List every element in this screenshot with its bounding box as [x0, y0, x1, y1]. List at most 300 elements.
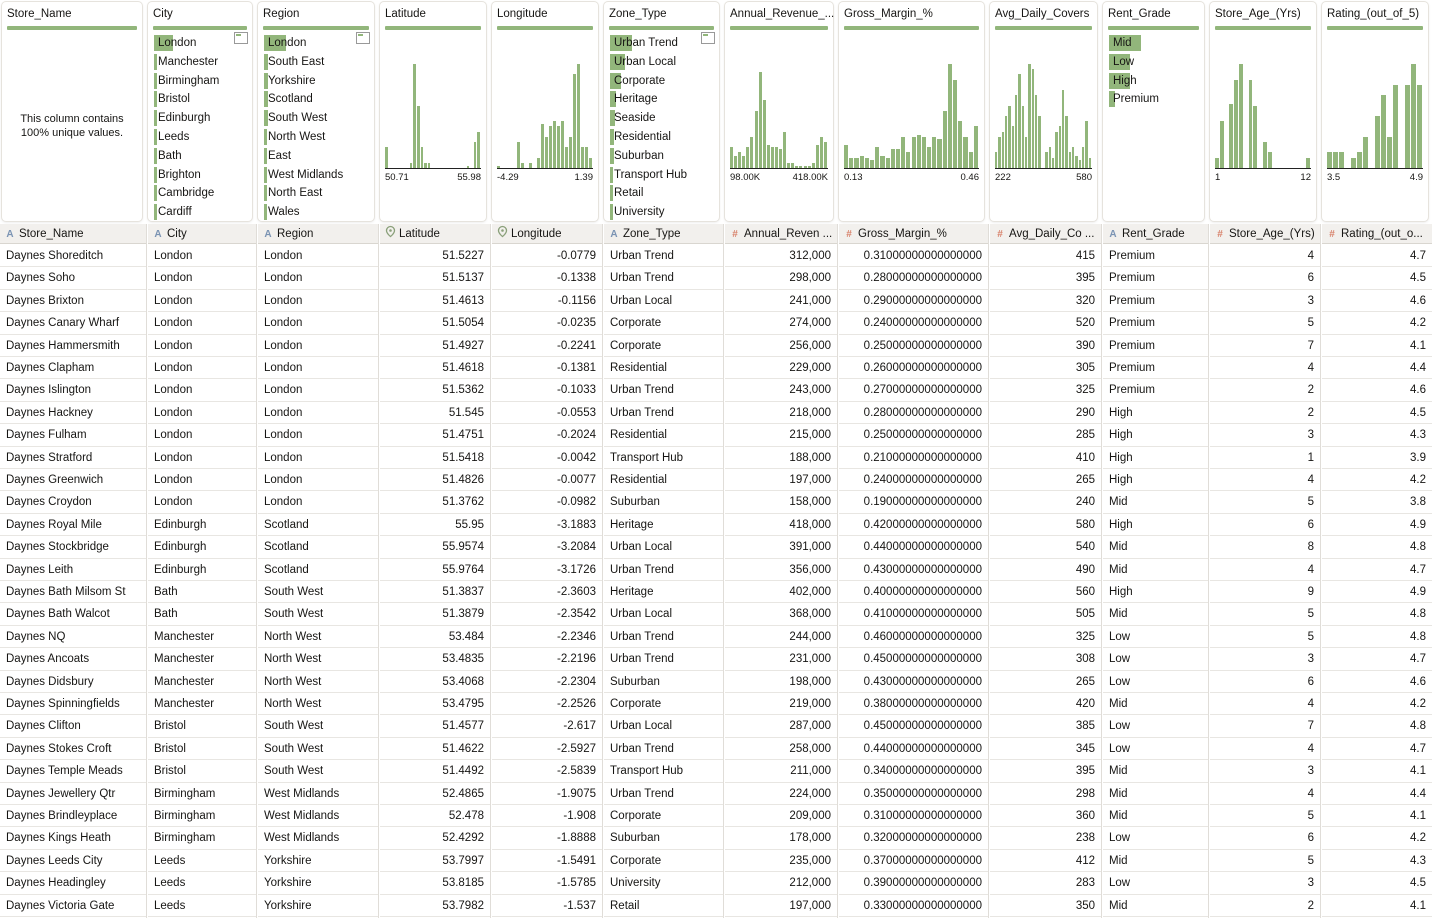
histogram-bar[interactable]	[413, 64, 416, 168]
category-item[interactable]	[610, 54, 676, 70]
table-cell[interactable]: -0.2024	[492, 424, 602, 446]
histogram-bar[interactable]	[1239, 64, 1243, 168]
table-cell[interactable]: Residential	[604, 469, 723, 491]
table-cell[interactable]: 4.5	[1322, 872, 1432, 894]
table-cell[interactable]: Daynes Shoreditch	[0, 245, 146, 267]
table-cell[interactable]: Daynes Clifton	[0, 715, 146, 737]
table-cell[interactable]: Daynes Didsbury	[0, 671, 146, 693]
table-cell[interactable]: 258,000	[725, 738, 837, 760]
table-cell[interactable]: Urban Trend	[604, 379, 723, 401]
column-header-annual_revenue[interactable]	[725, 224, 837, 244]
histogram-bar[interactable]	[1008, 106, 1010, 168]
table-cell[interactable]: Edinburgh	[148, 536, 256, 558]
table-cell[interactable]: Manchester	[148, 671, 256, 693]
histogram-bar[interactable]	[1363, 137, 1368, 168]
table-cell[interactable]: 274,000	[725, 312, 837, 334]
table-cell[interactable]: 8	[1210, 536, 1320, 558]
table-cell[interactable]: 4.6	[1322, 379, 1432, 401]
table-cell[interactable]: -0.1033	[492, 379, 602, 401]
table-cell[interactable]: Mid	[1103, 850, 1208, 872]
table-cell[interactable]: 0.43000000000000000	[839, 559, 988, 581]
table-cell[interactable]: 265	[990, 671, 1101, 693]
table-cell[interactable]: Yorkshire	[258, 895, 378, 917]
table-cell[interactable]: 580	[990, 514, 1101, 536]
histogram-bar[interactable]	[467, 166, 470, 168]
table-cell[interactable]: 4.1	[1322, 335, 1432, 357]
table-cell[interactable]: 4.2	[1322, 312, 1432, 334]
table-cell[interactable]: Transport Hub	[604, 447, 723, 469]
table-cell[interactable]: 212,000	[725, 872, 837, 894]
table-cell[interactable]: North West	[258, 693, 378, 715]
table-cell[interactable]: Daynes Victoria Gate	[0, 895, 146, 917]
histogram-bar[interactable]	[549, 126, 552, 168]
histogram-bar[interactable]	[557, 126, 560, 168]
histogram-bar[interactable]	[734, 156, 737, 168]
table-cell[interactable]: Corporate	[604, 335, 723, 357]
column-header-store_name[interactable]	[0, 224, 146, 244]
table-cell[interactable]: Premium	[1103, 290, 1208, 312]
table-cell[interactable]: Low	[1103, 648, 1208, 670]
table-cell[interactable]: 4.7	[1322, 559, 1432, 581]
table-cell[interactable]: Manchester	[148, 626, 256, 648]
category-item[interactable]	[610, 91, 657, 107]
histogram-bar[interactable]	[1018, 74, 1020, 168]
table-cell[interactable]: 298	[990, 783, 1101, 805]
table-cell[interactable]: Daynes Fulham	[0, 424, 146, 446]
histogram-bar[interactable]	[865, 158, 869, 168]
table-cell[interactable]: -3.1883	[492, 514, 602, 536]
table-cell[interactable]: Scotland	[258, 536, 378, 558]
table-cell[interactable]: 0.19000000000000000	[839, 491, 988, 513]
table-cell[interactable]: High	[1103, 402, 1208, 424]
table-cell[interactable]: 4.8	[1322, 536, 1432, 558]
table-cell[interactable]: London	[148, 267, 256, 289]
column-header-store_age[interactable]	[1210, 224, 1320, 244]
histogram-bar[interactable]	[1220, 121, 1224, 168]
table-cell[interactable]: -0.2241	[492, 335, 602, 357]
table-cell[interactable]: Low	[1103, 626, 1208, 648]
table-cell[interactable]: 0.39000000000000000	[839, 872, 988, 894]
histogram-bar[interactable]	[1333, 152, 1338, 168]
histogram[interactable]	[995, 62, 1092, 169]
histogram-bar[interactable]	[759, 72, 762, 168]
table-cell[interactable]: Daynes Bath Milsom St	[0, 581, 146, 603]
category-item[interactable]	[264, 110, 327, 126]
table-cell[interactable]: 53.4835	[380, 648, 490, 670]
table-cell[interactable]: Daynes Soho	[0, 267, 146, 289]
table-cell[interactable]: Daynes Canary Wharf	[0, 312, 146, 334]
table-cell[interactable]: 4	[1210, 783, 1320, 805]
histogram-bar[interactable]	[974, 126, 978, 168]
table-cell[interactable]: Low	[1103, 715, 1208, 737]
table-cell[interactable]: 0.21000000000000000	[839, 447, 988, 469]
table-cell[interactable]: Mid	[1103, 693, 1208, 715]
table-cell[interactable]: 55.95	[380, 514, 490, 536]
table-cell[interactable]: 51.3837	[380, 581, 490, 603]
profile-card-latitude[interactable]	[380, 2, 486, 221]
histogram-bar[interactable]	[1215, 158, 1219, 168]
category-item[interactable]	[610, 204, 664, 220]
table-cell[interactable]: Scotland	[258, 514, 378, 536]
table-cell[interactable]: -1.537	[492, 895, 602, 917]
table-cell[interactable]: 53.7982	[380, 895, 490, 917]
category-item[interactable]	[610, 73, 665, 89]
table-cell[interactable]: South West	[258, 760, 378, 782]
table-cell[interactable]: 0.44000000000000000	[839, 536, 988, 558]
table-cell[interactable]: Premium	[1103, 245, 1208, 267]
category-item[interactable]	[154, 91, 190, 107]
table-cell[interactable]: Premium	[1103, 335, 1208, 357]
profile-card-city[interactable]	[148, 2, 252, 221]
table-cell[interactable]: 0.40000000000000000	[839, 581, 988, 603]
table-cell[interactable]: 505	[990, 603, 1101, 625]
histogram-bar[interactable]	[1055, 132, 1057, 168]
table-cell[interactable]: 0.25000000000000000	[839, 335, 988, 357]
table-cell[interactable]: 4.6	[1322, 290, 1432, 312]
histogram-bar[interactable]	[969, 152, 973, 168]
table-cell[interactable]: -1.8888	[492, 827, 602, 849]
histogram-bar[interactable]	[577, 64, 580, 168]
table-cell[interactable]: Heritage	[604, 581, 723, 603]
table-cell[interactable]: University	[604, 872, 723, 894]
table-cell[interactable]: West Midlands	[258, 783, 378, 805]
table-cell[interactable]: 1	[1210, 447, 1320, 469]
table-cell[interactable]: 4.9	[1322, 581, 1432, 603]
table-cell[interactable]: 540	[990, 536, 1101, 558]
table-cell[interactable]: 51.4492	[380, 760, 490, 782]
table-cell[interactable]: Daynes Brindleyplace	[0, 805, 146, 827]
table-cell[interactable]: -2.2526	[492, 693, 602, 715]
histogram-bar[interactable]	[771, 147, 774, 168]
category-item[interactable]	[154, 167, 201, 183]
histogram-bar[interactable]	[1387, 137, 1392, 168]
histogram-bar[interactable]	[477, 132, 480, 168]
histogram-bar[interactable]	[585, 147, 588, 168]
table-cell[interactable]: Low	[1103, 827, 1208, 849]
table-cell[interactable]: -1.5491	[492, 850, 602, 872]
table-cell[interactable]: Mid	[1103, 536, 1208, 558]
histogram-bar[interactable]	[1075, 156, 1077, 168]
table-cell[interactable]: 4.5	[1322, 267, 1432, 289]
table-cell[interactable]: High	[1103, 514, 1208, 536]
table-cell[interactable]: South West	[258, 715, 378, 737]
table-cell[interactable]: Daynes Ancoats	[0, 648, 146, 670]
histogram-bar[interactable]	[1072, 147, 1074, 168]
category-item[interactable]	[610, 110, 656, 126]
table-cell[interactable]: -0.0779	[492, 245, 602, 267]
histogram-bar[interactable]	[901, 137, 905, 168]
histogram-bar[interactable]	[763, 100, 766, 168]
histogram-bar[interactable]	[1268, 152, 1272, 168]
table-cell[interactable]: 325	[990, 379, 1101, 401]
histogram-bar[interactable]	[880, 156, 884, 168]
histogram-bar[interactable]	[791, 163, 794, 168]
histogram-bar[interactable]	[779, 149, 782, 168]
histogram-bar[interactable]	[521, 163, 524, 168]
table-cell[interactable]: 3	[1210, 872, 1320, 894]
histogram-bar[interactable]	[1032, 69, 1034, 168]
category-item[interactable]	[154, 148, 182, 164]
table-cell[interactable]: -1.9075	[492, 783, 602, 805]
table-cell[interactable]: Bath	[148, 581, 256, 603]
table-cell[interactable]: 256,000	[725, 335, 837, 357]
table-cell[interactable]: West Midlands	[258, 827, 378, 849]
table-cell[interactable]: West Midlands	[258, 805, 378, 827]
histogram-bar[interactable]	[767, 145, 770, 168]
column-header-latitude[interactable]	[380, 224, 490, 244]
histogram-bar[interactable]	[1052, 158, 1054, 168]
table-cell[interactable]: 0.31000000000000000	[839, 805, 988, 827]
table-cell[interactable]: London	[148, 312, 256, 334]
table-cell[interactable]: 53.4795	[380, 693, 490, 715]
table-cell[interactable]: 0.35000000000000000	[839, 783, 988, 805]
table-cell[interactable]: Residential	[604, 357, 723, 379]
table-cell[interactable]: London	[258, 447, 378, 469]
histogram-bar[interactable]	[742, 156, 745, 168]
table-cell[interactable]: South West	[258, 581, 378, 603]
category-item[interactable]	[264, 129, 325, 145]
histogram-bar[interactable]	[1229, 104, 1233, 168]
table-cell[interactable]: 290	[990, 402, 1101, 424]
table-cell[interactable]: Daynes Bath Walcot	[0, 603, 146, 625]
table-cell[interactable]: 4.7	[1322, 245, 1432, 267]
category-item[interactable]	[1109, 73, 1137, 89]
table-cell[interactable]: London	[258, 491, 378, 513]
table-cell[interactable]: Suburban	[604, 491, 723, 513]
table-cell[interactable]: Urban Local	[604, 536, 723, 558]
histogram-bar[interactable]	[1069, 152, 1071, 168]
expand-categories-icon[interactable]	[234, 32, 248, 44]
table-cell[interactable]: 0.28000000000000000	[839, 267, 988, 289]
table-cell[interactable]: Daynes Jewellery Qtr	[0, 783, 146, 805]
expand-categories-icon[interactable]	[701, 32, 715, 44]
category-item[interactable]	[264, 185, 322, 201]
category-item[interactable]	[154, 54, 218, 70]
histogram-bar[interactable]	[937, 139, 941, 168]
histogram-bar[interactable]	[1049, 147, 1051, 168]
table-cell[interactable]: London	[258, 312, 378, 334]
table-cell[interactable]: 7	[1210, 335, 1320, 357]
table-cell[interactable]: Urban Trend	[604, 267, 723, 289]
table-cell[interactable]: Premium	[1103, 312, 1208, 334]
table-cell[interactable]: London	[258, 267, 378, 289]
histogram-bar[interactable]	[804, 166, 807, 168]
table-cell[interactable]: Leeds	[148, 850, 256, 872]
table-cell[interactable]: 51.5227	[380, 245, 490, 267]
histogram-bar[interactable]	[1417, 85, 1422, 168]
table-cell[interactable]: 4.1	[1322, 760, 1432, 782]
histogram-bar[interactable]	[1405, 85, 1410, 168]
table-cell[interactable]: 240	[990, 491, 1101, 513]
table-cell[interactable]: 3	[1210, 424, 1320, 446]
table-cell[interactable]: 4	[1210, 738, 1320, 760]
table-cell[interactable]: 4.5	[1322, 402, 1432, 424]
table-cell[interactable]: Low	[1103, 872, 1208, 894]
table-cell[interactable]: -0.0235	[492, 312, 602, 334]
table-cell[interactable]: London	[148, 290, 256, 312]
table-cell[interactable]: London	[258, 469, 378, 491]
table-cell[interactable]: 308	[990, 648, 1101, 670]
table-cell[interactable]: London	[148, 357, 256, 379]
table-cell[interactable]: 4.4	[1322, 783, 1432, 805]
table-cell[interactable]: High	[1103, 581, 1208, 603]
histogram-bar[interactable]	[854, 158, 858, 168]
histogram-bar[interactable]	[1025, 137, 1027, 168]
table-cell[interactable]: 51.4613	[380, 290, 490, 312]
table-cell[interactable]: Urban Local	[604, 290, 723, 312]
table-cell[interactable]: -0.1156	[492, 290, 602, 312]
table-cell[interactable]: 0.32000000000000000	[839, 827, 988, 849]
table-cell[interactable]: 285	[990, 424, 1101, 446]
table-cell[interactable]: 6	[1210, 671, 1320, 693]
table-cell[interactable]: Daynes Temple Meads	[0, 760, 146, 782]
table-cell[interactable]: Yorkshire	[258, 850, 378, 872]
table-cell[interactable]: Urban Trend	[604, 626, 723, 648]
table-cell[interactable]: London	[258, 402, 378, 424]
table-cell[interactable]: Urban Trend	[604, 783, 723, 805]
table-cell[interactable]: Urban Trend	[604, 648, 723, 670]
table-cell[interactable]: 283	[990, 872, 1101, 894]
table-cell[interactable]: London	[148, 491, 256, 513]
histogram-bar[interactable]	[875, 147, 879, 168]
table-cell[interactable]: 410	[990, 447, 1101, 469]
table-cell[interactable]: 51.4927	[380, 335, 490, 357]
table-cell[interactable]: 345	[990, 738, 1101, 760]
table-cell[interactable]: 4.1	[1322, 895, 1432, 917]
table-cell[interactable]: 4.3	[1322, 850, 1432, 872]
table-cell[interactable]: 4.3	[1322, 424, 1432, 446]
histogram-bar[interactable]	[953, 80, 957, 168]
table-cell[interactable]: 238	[990, 827, 1101, 849]
table-cell[interactable]: 53.8185	[380, 872, 490, 894]
histogram-bar[interactable]	[1059, 126, 1061, 168]
table-cell[interactable]: 490	[990, 559, 1101, 581]
table-cell[interactable]: 231,000	[725, 648, 837, 670]
table-cell[interactable]: Retail	[604, 895, 723, 917]
histogram-bar[interactable]	[589, 158, 592, 168]
histogram-bar[interactable]	[1351, 158, 1356, 168]
histogram-bar[interactable]	[948, 64, 952, 168]
table-cell[interactable]: London	[258, 357, 378, 379]
table-cell[interactable]: Urban Trend	[604, 738, 723, 760]
table-cell[interactable]: 360	[990, 805, 1101, 827]
table-cell[interactable]: 51.4826	[380, 469, 490, 491]
table-cell[interactable]: London	[148, 245, 256, 267]
histogram-bar[interactable]	[1082, 147, 1084, 168]
histogram-bar[interactable]	[497, 166, 500, 168]
table-cell[interactable]: Urban Trend	[604, 245, 723, 267]
category-item[interactable]	[264, 91, 313, 107]
table-cell[interactable]: 51.4751	[380, 424, 490, 446]
table-cell[interactable]: 51.5418	[380, 447, 490, 469]
table-cell[interactable]: -0.0982	[492, 491, 602, 513]
table-cell[interactable]: London	[258, 424, 378, 446]
table-cell[interactable]: London	[148, 379, 256, 401]
table-cell[interactable]: Mid	[1103, 895, 1208, 917]
histogram-bar[interactable]	[1085, 121, 1087, 168]
table-cell[interactable]: 5	[1210, 805, 1320, 827]
table-cell[interactable]: -2.5839	[492, 760, 602, 782]
table-cell[interactable]: High	[1103, 469, 1208, 491]
category-item[interactable]	[610, 129, 671, 145]
table-cell[interactable]: Manchester	[148, 648, 256, 670]
column-header-rating[interactable]	[1322, 224, 1432, 244]
table-cell[interactable]: 298,000	[725, 267, 837, 289]
table-cell[interactable]: Residential	[604, 424, 723, 446]
table-cell[interactable]: London	[148, 447, 256, 469]
histogram-bar[interactable]	[474, 142, 477, 168]
table-cell[interactable]: Edinburgh	[148, 514, 256, 536]
table-cell[interactable]: 0.24000000000000000	[839, 312, 988, 334]
histogram-bar[interactable]	[1045, 152, 1047, 168]
table-cell[interactable]: 52.478	[380, 805, 490, 827]
table-cell[interactable]: London	[258, 379, 378, 401]
table-cell[interactable]: 0.26000000000000000	[839, 357, 988, 379]
histogram-bar[interactable]	[795, 166, 798, 168]
table-cell[interactable]: High	[1103, 447, 1208, 469]
histogram-bar[interactable]	[849, 158, 853, 168]
histogram-bar[interactable]	[573, 74, 576, 168]
table-cell[interactable]: 0.34000000000000000	[839, 760, 988, 782]
table-cell[interactable]: 2	[1210, 402, 1320, 424]
category-item[interactable]	[1109, 54, 1134, 70]
table-cell[interactable]: Urban Trend	[604, 402, 723, 424]
table-cell[interactable]: Premium	[1103, 379, 1208, 401]
table-cell[interactable]: 0.42000000000000000	[839, 514, 988, 536]
table-cell[interactable]: 53.484	[380, 626, 490, 648]
table-cell[interactable]: 390	[990, 335, 1101, 357]
table-cell[interactable]: 312,000	[725, 245, 837, 267]
histogram-bar[interactable]	[1062, 90, 1064, 168]
profile-card-store_name[interactable]	[2, 2, 142, 221]
table-cell[interactable]: 3.9	[1322, 447, 1432, 469]
table-cell[interactable]: 320	[990, 290, 1101, 312]
table-cell[interactable]: -0.0042	[492, 447, 602, 469]
category-item[interactable]	[154, 185, 214, 201]
table-cell[interactable]: 2	[1210, 895, 1320, 917]
table-cell[interactable]: Daynes Hammersmith	[0, 335, 146, 357]
category-item[interactable]	[154, 129, 189, 145]
table-cell[interactable]: Low	[1103, 738, 1208, 760]
profile-card-rent_grade[interactable]	[1103, 2, 1204, 221]
histogram-bar[interactable]	[775, 147, 778, 168]
histogram-bar[interactable]	[886, 158, 890, 168]
histogram-bar[interactable]	[1327, 152, 1332, 168]
table-cell[interactable]: Mid	[1103, 603, 1208, 625]
table-cell[interactable]: North West	[258, 648, 378, 670]
table-cell[interactable]: 0.29000000000000000	[839, 290, 988, 312]
histogram-bar[interactable]	[1393, 85, 1398, 168]
table-cell[interactable]: 402,000	[725, 581, 837, 603]
table-cell[interactable]: Bristol	[148, 760, 256, 782]
category-item[interactable]	[264, 35, 306, 51]
table-cell[interactable]: London	[258, 290, 378, 312]
table-cell[interactable]: Corporate	[604, 693, 723, 715]
table-cell[interactable]: Corporate	[604, 805, 723, 827]
table-cell[interactable]: 51.4622	[380, 738, 490, 760]
table-cell[interactable]: Leeds	[148, 872, 256, 894]
histogram-bar[interactable]	[424, 163, 427, 168]
table-cell[interactable]: 51.3762	[380, 491, 490, 513]
table-cell[interactable]: 287,000	[725, 715, 837, 737]
table-cell[interactable]: 51.545	[380, 402, 490, 424]
table-cell[interactable]: 0.28000000000000000	[839, 402, 988, 424]
table-cell[interactable]: Birmingham	[148, 827, 256, 849]
table-cell[interactable]: 209,000	[725, 805, 837, 827]
histogram-bar[interactable]	[529, 163, 532, 168]
table-cell[interactable]: Corporate	[604, 312, 723, 334]
table-cell[interactable]: 356,000	[725, 559, 837, 581]
